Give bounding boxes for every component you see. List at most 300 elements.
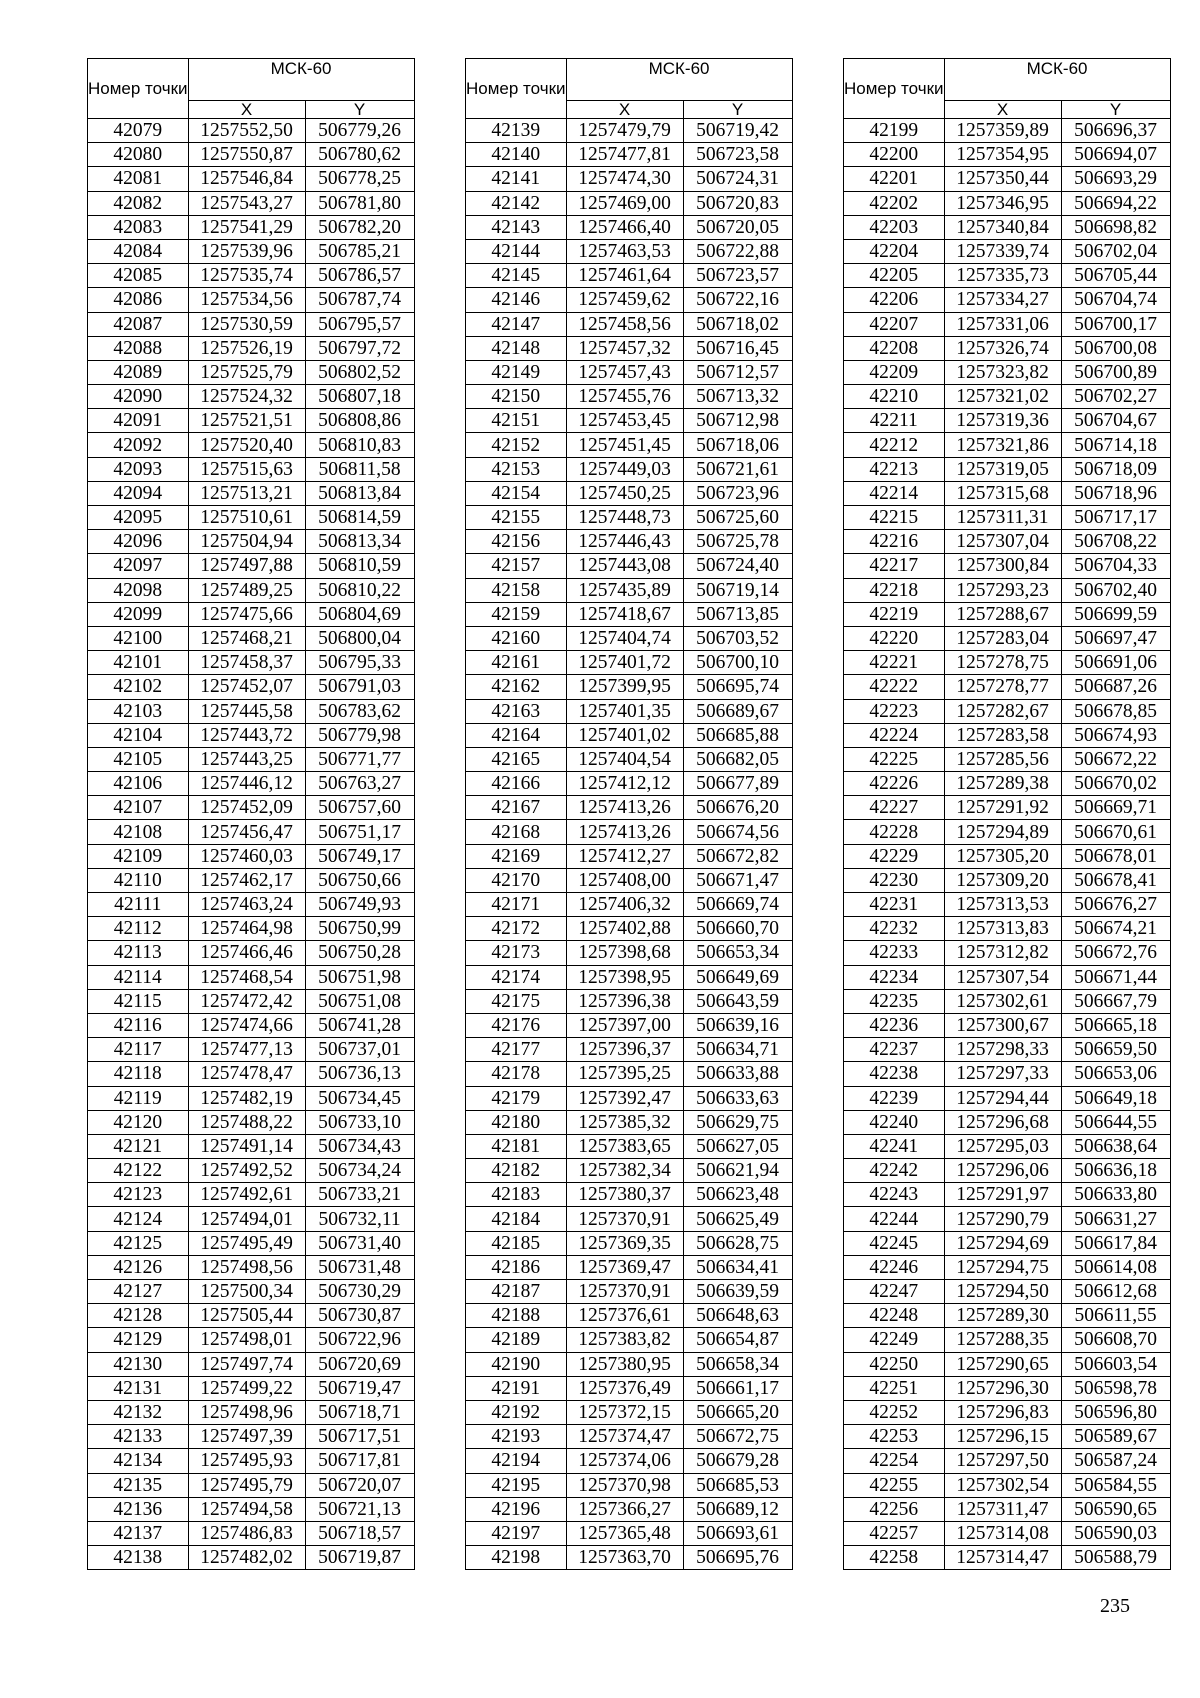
table-row [844,1376,1171,1400]
y-coordinate-cell: 506623,48 [683,1183,792,1207]
table-row [844,820,1171,844]
point-number-cell: 42218 [844,578,945,602]
table-row [844,1038,1171,1062]
point-number-cell: 42194 [466,1449,567,1473]
x-coordinate-cell: 1257546,84 [188,167,305,191]
x-coordinate-cell: 1257457,43 [566,360,683,384]
table-row [88,433,415,457]
table-row [466,965,793,989]
point-number-cell: 42233 [844,941,945,965]
point-number-cell: 42149 [466,360,567,384]
table-row [844,772,1171,796]
table-row [844,1449,1171,1473]
point-number-cell: 42153 [466,457,567,481]
point-number-cell: 42204 [844,239,945,263]
point-number-cell: 42197 [466,1521,567,1545]
x-coordinate-cell: 1257489,25 [188,578,305,602]
x-coordinate-cell: 1257313,53 [944,893,1061,917]
point-number-cell: 42103 [88,699,189,723]
table-row [466,1038,793,1062]
point-number-cell: 42195 [466,1473,567,1497]
point-number-cell: 42150 [466,385,567,409]
point-number-cell: 42236 [844,1013,945,1037]
point-number-cell: 42239 [844,1086,945,1110]
table-row [844,1352,1171,1376]
table-row [466,1376,793,1400]
x-coordinate-cell: 1257452,07 [188,675,305,699]
x-coordinate-cell: 1257495,49 [188,1231,305,1255]
table-row [844,1546,1171,1570]
point-number-cell: 42089 [88,360,189,384]
x-coordinate-cell: 1257319,36 [944,409,1061,433]
point-number-cell: 42203 [844,215,945,239]
table-row [844,506,1171,530]
y-coordinate-cell: 506719,87 [305,1546,414,1570]
y-coordinate-cell: 506731,48 [305,1255,414,1279]
table-row [88,119,415,143]
point-number-cell: 42243 [844,1183,945,1207]
table-row [466,602,793,626]
point-number-cell: 42228 [844,820,945,844]
table-row [466,699,793,723]
y-coordinate-cell: 506733,21 [305,1183,414,1207]
y-coordinate-cell: 506722,88 [683,239,792,263]
y-coordinate-cell: 506736,13 [305,1062,414,1086]
x-coordinate-cell: 1257461,64 [566,264,683,288]
y-coordinate-cell: 506700,10 [683,651,792,675]
table-row [88,1231,415,1255]
table-row [844,336,1171,360]
y-coordinate-cell: 506724,31 [683,167,792,191]
y-coordinate-cell: 506584,55 [1061,1473,1170,1497]
x-coordinate-cell: 1257295,03 [944,1134,1061,1158]
point-number-cell: 42252 [844,1400,945,1424]
table-row [466,1449,793,1473]
y-coordinate-cell: 506724,40 [683,554,792,578]
y-coordinate-cell: 506693,61 [683,1521,792,1545]
x-coordinate-cell: 1257498,56 [188,1255,305,1279]
point-number-cell: 42173 [466,941,567,965]
y-coordinate-cell: 506653,06 [1061,1062,1170,1086]
table-row [844,1062,1171,1086]
point-number-cell: 42110 [88,868,189,892]
table-row [466,1013,793,1037]
point-number-cell: 42176 [466,1013,567,1037]
point-number-cell: 42181 [466,1134,567,1158]
y-coordinate-cell: 506714,18 [1061,433,1170,457]
x-coordinate-cell: 1257494,58 [188,1497,305,1521]
y-coordinate-cell: 506679,28 [683,1449,792,1473]
point-number-cell: 42213 [844,457,945,481]
table-row [844,167,1171,191]
y-coordinate-cell: 506674,93 [1061,723,1170,747]
table-row [88,820,415,844]
table-row [88,264,415,288]
table-row [844,1280,1171,1304]
table-row [466,143,793,167]
table-row [88,215,415,239]
y-coordinate-cell: 506608,70 [1061,1328,1170,1352]
table-row [466,1110,793,1134]
x-coordinate-cell: 1257398,95 [566,965,683,989]
table-row [844,1183,1171,1207]
x-coordinate-cell: 1257498,96 [188,1400,305,1424]
point-number-cell: 42163 [466,699,567,723]
point-number-cell: 42247 [844,1280,945,1304]
x-coordinate-cell: 1257293,23 [944,578,1061,602]
y-coordinate-cell: 506716,45 [683,336,792,360]
table-row [466,264,793,288]
point-number-cell: 42148 [466,336,567,360]
y-coordinate-cell: 506718,57 [305,1521,414,1545]
point-number-cell: 42211 [844,409,945,433]
point-number-cell: 42167 [466,796,567,820]
y-coordinate-cell: 506734,45 [305,1086,414,1110]
x-coordinate-cell: 1257455,76 [566,385,683,409]
table-row [466,1521,793,1545]
x-coordinate-cell: 1257309,20 [944,868,1061,892]
y-coordinate-cell: 506628,75 [683,1231,792,1255]
table-row [88,796,415,820]
y-coordinate-cell: 506783,62 [305,699,414,723]
table-row [88,893,415,917]
y-coordinate-cell: 506810,83 [305,433,414,457]
y-coordinate-cell: 506804,69 [305,602,414,626]
x-coordinate-cell: 1257486,83 [188,1521,305,1545]
x-coordinate-cell: 1257365,48 [566,1521,683,1545]
y-coordinate-cell: 506633,80 [1061,1183,1170,1207]
x-coordinate-cell: 1257495,79 [188,1473,305,1497]
y-coordinate-cell: 506653,34 [683,941,792,965]
table-row [844,796,1171,820]
x-coordinate-cell: 1257401,72 [566,651,683,675]
x-coordinate-cell: 1257412,12 [566,772,683,796]
table-row [844,723,1171,747]
point-number-cell: 42134 [88,1449,189,1473]
y-coordinate-cell: 506731,40 [305,1231,414,1255]
x-coordinate-cell: 1257300,67 [944,1013,1061,1037]
y-coordinate-cell: 506672,75 [683,1425,792,1449]
table-row [466,1546,793,1570]
table-row [844,1497,1171,1521]
y-coordinate-cell: 506718,71 [305,1400,414,1424]
point-number-cell: 42202 [844,191,945,215]
point-number-cell: 42099 [88,602,189,626]
table-row [466,215,793,239]
table-row [466,651,793,675]
x-coordinate-cell: 1257482,19 [188,1086,305,1110]
point-number-cell: 42255 [844,1473,945,1497]
table-row [88,336,415,360]
x-coordinate-cell: 1257513,21 [188,481,305,505]
table-row [844,893,1171,917]
x-coordinate-cell: 1257335,73 [944,264,1061,288]
point-number-cell: 42096 [88,530,189,554]
point-number-cell: 42193 [466,1425,567,1449]
table-row [466,167,793,191]
y-coordinate-cell: 506734,43 [305,1134,414,1158]
x-coordinate-cell: 1257541,29 [188,215,305,239]
x-coordinate-cell: 1257288,67 [944,602,1061,626]
y-coordinate-cell: 506750,28 [305,941,414,965]
x-coordinate-cell: 1257311,47 [944,1497,1061,1521]
x-coordinate-cell: 1257312,82 [944,941,1061,965]
y-coordinate-cell: 506813,84 [305,481,414,505]
point-number-cell: 42084 [88,239,189,263]
y-coordinate-cell: 506720,05 [683,215,792,239]
table-row [88,288,415,312]
x-coordinate-cell: 1257458,56 [566,312,683,336]
x-coordinate-cell: 1257278,75 [944,651,1061,675]
y-coordinate-cell: 506700,89 [1061,360,1170,384]
y-coordinate-cell: 506718,96 [1061,481,1170,505]
table-row [88,1425,415,1449]
table-row [466,917,793,941]
table-row [844,239,1171,263]
x-coordinate-cell: 1257504,94 [188,530,305,554]
point-number-cell: 42113 [88,941,189,965]
point-number-cell: 42242 [844,1159,945,1183]
y-coordinate-cell: 506779,26 [305,119,414,143]
x-coordinate-cell: 1257456,47 [188,820,305,844]
x-coordinate-cell: 1257452,09 [188,796,305,820]
coordinate-table-1 [87,58,415,1570]
header-coordinate-system: МСК-60 [944,59,1170,101]
header-x: X [944,101,1061,119]
x-coordinate-cell: 1257530,59 [188,312,305,336]
x-coordinate-cell: 1257468,54 [188,965,305,989]
x-coordinate-cell: 1257278,77 [944,675,1061,699]
x-coordinate-cell: 1257314,47 [944,1546,1061,1570]
table-row [88,457,415,481]
x-coordinate-cell: 1257297,33 [944,1062,1061,1086]
x-coordinate-cell: 1257413,26 [566,796,683,820]
y-coordinate-cell: 506639,16 [683,1013,792,1037]
point-number-cell: 42224 [844,723,945,747]
point-number-cell: 42158 [466,578,567,602]
point-number-cell: 42226 [844,772,945,796]
table-row [88,941,415,965]
point-number-cell: 42178 [466,1062,567,1086]
table-row [844,1425,1171,1449]
x-coordinate-cell: 1257525,79 [188,360,305,384]
y-coordinate-cell: 506669,74 [683,893,792,917]
x-coordinate-cell: 1257289,38 [944,772,1061,796]
header-point-number: Номер точки [466,59,567,119]
table-row [466,1134,793,1158]
header-y: Y [1061,101,1170,119]
point-number-cell: 42249 [844,1328,945,1352]
point-number-cell: 42214 [844,481,945,505]
y-coordinate-cell: 506687,26 [1061,675,1170,699]
y-coordinate-cell: 506697,47 [1061,626,1170,650]
coordinate-table-3 [843,58,1171,1570]
y-coordinate-cell: 506749,17 [305,844,414,868]
table-row [844,1400,1171,1424]
point-number-cell: 42118 [88,1062,189,1086]
x-coordinate-cell: 1257296,06 [944,1159,1061,1183]
y-coordinate-cell: 506708,22 [1061,530,1170,554]
y-coordinate-cell: 506587,24 [1061,1449,1170,1473]
point-number-cell: 42135 [88,1473,189,1497]
x-coordinate-cell: 1257408,00 [566,868,683,892]
table-row [466,1400,793,1424]
table-row [844,530,1171,554]
table-row [88,167,415,191]
x-coordinate-cell: 1257297,50 [944,1449,1061,1473]
point-number-cell: 42130 [88,1352,189,1376]
table-row [466,1328,793,1352]
x-coordinate-cell: 1257550,87 [188,143,305,167]
x-coordinate-cell: 1257314,08 [944,1521,1061,1545]
table-row [88,675,415,699]
y-coordinate-cell: 506689,12 [683,1497,792,1521]
y-coordinate-cell: 506693,29 [1061,167,1170,191]
point-number-cell: 42115 [88,989,189,1013]
point-number-cell: 42171 [466,893,567,917]
x-coordinate-cell: 1257369,35 [566,1231,683,1255]
point-number-cell: 42128 [88,1304,189,1328]
x-coordinate-cell: 1257398,68 [566,941,683,965]
y-coordinate-cell: 506649,69 [683,965,792,989]
y-coordinate-cell: 506676,20 [683,796,792,820]
table-row [844,1473,1171,1497]
y-coordinate-cell: 506814,59 [305,506,414,530]
y-coordinate-cell: 506704,67 [1061,409,1170,433]
point-number-cell: 42140 [466,143,567,167]
header-y: Y [683,101,792,119]
x-coordinate-cell: 1257477,13 [188,1038,305,1062]
x-coordinate-cell: 1257535,74 [188,264,305,288]
x-coordinate-cell: 1257499,22 [188,1376,305,1400]
y-coordinate-cell: 506721,13 [305,1497,414,1521]
y-coordinate-cell: 506719,42 [683,119,792,143]
point-number-cell: 42245 [844,1231,945,1255]
table-row [466,336,793,360]
point-number-cell: 42132 [88,1400,189,1424]
x-coordinate-cell: 1257382,34 [566,1159,683,1183]
table-row [844,143,1171,167]
point-number-cell: 42179 [466,1086,567,1110]
point-number-cell: 42145 [466,264,567,288]
y-coordinate-cell: 506810,59 [305,554,414,578]
table-row [466,1086,793,1110]
table-row [466,796,793,820]
point-number-cell: 42188 [466,1304,567,1328]
x-coordinate-cell: 1257374,47 [566,1425,683,1449]
point-number-cell: 42152 [466,433,567,457]
point-number-cell: 42240 [844,1110,945,1134]
table-row [466,1062,793,1086]
table-row [844,385,1171,409]
point-number-cell: 42246 [844,1255,945,1279]
x-coordinate-cell: 1257469,00 [566,191,683,215]
table-row [844,457,1171,481]
x-coordinate-cell: 1257346,95 [944,191,1061,215]
table-row [88,481,415,505]
x-coordinate-cell: 1257383,65 [566,1134,683,1158]
y-coordinate-cell: 506797,72 [305,336,414,360]
point-number-cell: 42104 [88,723,189,747]
point-number-cell: 42217 [844,554,945,578]
y-coordinate-cell: 506717,81 [305,1449,414,1473]
y-coordinate-cell: 506808,86 [305,409,414,433]
point-number-cell: 42154 [466,481,567,505]
y-coordinate-cell: 506717,17 [1061,506,1170,530]
x-coordinate-cell: 1257458,37 [188,651,305,675]
point-number-cell: 42081 [88,167,189,191]
y-coordinate-cell: 506800,04 [305,626,414,650]
y-coordinate-cell: 506700,08 [1061,336,1170,360]
y-coordinate-cell: 506702,40 [1061,578,1170,602]
table-row [88,747,415,771]
y-coordinate-cell: 506682,05 [683,747,792,771]
x-coordinate-cell: 1257340,84 [944,215,1061,239]
y-coordinate-cell: 506654,87 [683,1328,792,1352]
y-coordinate-cell: 506685,88 [683,723,792,747]
y-coordinate-cell: 506644,55 [1061,1110,1170,1134]
y-coordinate-cell: 506722,96 [305,1328,414,1352]
y-coordinate-cell: 506713,85 [683,602,792,626]
point-number-cell: 42095 [88,506,189,530]
table-row [466,1183,793,1207]
point-number-cell: 42146 [466,288,567,312]
y-coordinate-cell: 506703,52 [683,626,792,650]
table-row [466,1159,793,1183]
point-number-cell: 42108 [88,820,189,844]
table-row [466,239,793,263]
point-number-cell: 42166 [466,772,567,796]
y-coordinate-cell: 506685,53 [683,1473,792,1497]
x-coordinate-cell: 1257392,47 [566,1086,683,1110]
table-row [88,1134,415,1158]
x-coordinate-cell: 1257524,32 [188,385,305,409]
x-coordinate-cell: 1257526,19 [188,336,305,360]
point-number-cell: 42121 [88,1134,189,1158]
y-coordinate-cell: 506749,93 [305,893,414,917]
table-row [466,1473,793,1497]
point-number-cell: 42091 [88,409,189,433]
y-coordinate-cell: 506785,21 [305,239,414,263]
point-number-cell: 42101 [88,651,189,675]
y-coordinate-cell: 506670,02 [1061,772,1170,796]
y-coordinate-cell: 506674,21 [1061,917,1170,941]
y-coordinate-cell: 506676,27 [1061,893,1170,917]
x-coordinate-cell: 1257412,27 [566,844,683,868]
x-coordinate-cell: 1257291,97 [944,1183,1061,1207]
y-coordinate-cell: 506671,47 [683,868,792,892]
x-coordinate-cell: 1257446,12 [188,772,305,796]
x-coordinate-cell: 1257350,44 [944,167,1061,191]
table-row [466,626,793,650]
y-coordinate-cell: 506787,74 [305,288,414,312]
y-coordinate-cell: 506778,25 [305,167,414,191]
table-row [88,1159,415,1183]
x-coordinate-cell: 1257474,66 [188,1013,305,1037]
y-coordinate-cell: 506677,89 [683,772,792,796]
table-row [466,312,793,336]
point-number-cell: 42129 [88,1328,189,1352]
y-coordinate-cell: 506791,03 [305,675,414,699]
x-coordinate-cell: 1257479,79 [566,119,683,143]
y-coordinate-cell: 506639,59 [683,1280,792,1304]
table-row [88,1038,415,1062]
x-coordinate-cell: 1257300,84 [944,554,1061,578]
x-coordinate-cell: 1257521,51 [188,409,305,433]
table-row [88,1521,415,1545]
point-number-cell: 42205 [844,264,945,288]
x-coordinate-cell: 1257321,86 [944,433,1061,457]
